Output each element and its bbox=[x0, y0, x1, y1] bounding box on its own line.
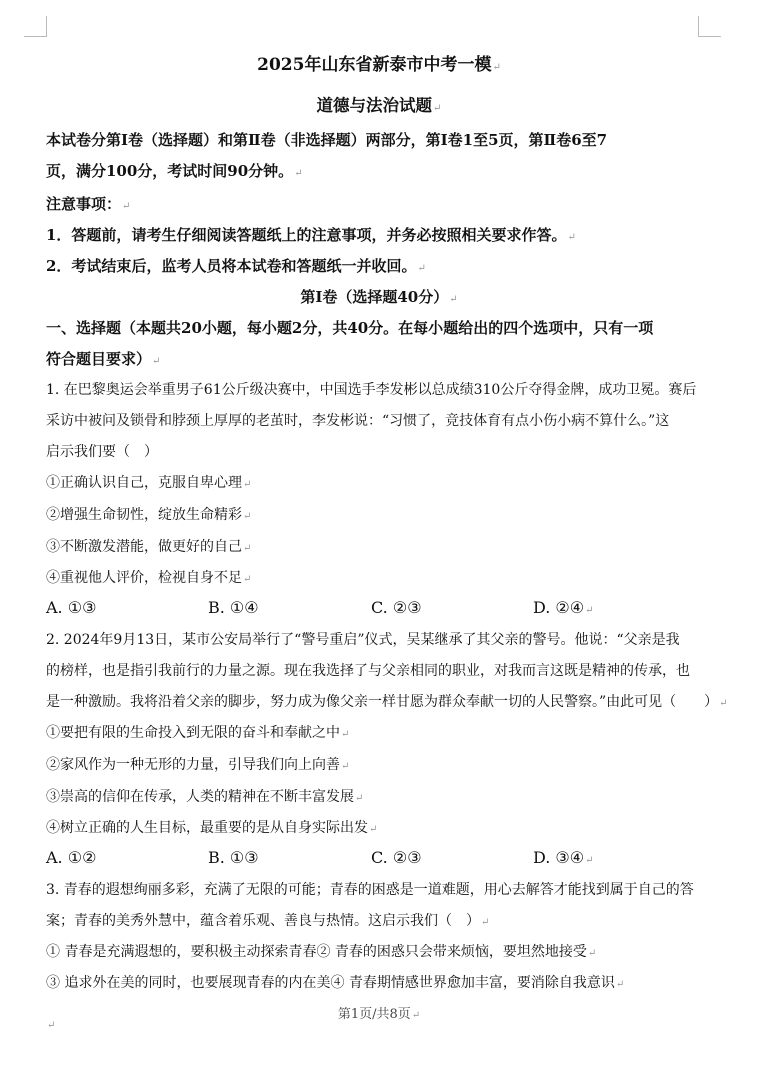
q2-stem-line-1: 2. 2024年9月13日，某市公安局举行了“警号重启”仪式，吴某继承了其父亲的警号。他说：“父亲是我 bbox=[46, 632, 680, 648]
crop-mark-top-left bbox=[24, 16, 47, 37]
part1-instruction-2: 符合题目要求）↵ bbox=[46, 350, 161, 368]
q1-item-4: ④重视他人评价，检视自身不足↵ bbox=[46, 570, 252, 586]
page-footer: 第1页/共8页↵ bbox=[337, 1007, 421, 1022]
q1-option-c: C. ②③ bbox=[371, 598, 422, 617]
q2-item-4: ④树立正确的人生目标，最重要的是从自身实际出发↵ bbox=[46, 820, 378, 836]
intro-line-2: 页，满分100分，考试时间90分钟。↵ bbox=[46, 162, 303, 180]
q2-option-c: C. ②③ bbox=[371, 848, 422, 867]
notice-item-1: 1．答题前，请考生仔细阅读答题纸上的注意事项，并务必按照相关要求作答。↵ bbox=[46, 226, 576, 244]
q1-stem-line-1: 1. 在巴黎奥运会举重男子61公斤级决赛中，中国选手李发彬以总成绩310公斤夺得金牌，成功卫冕。赛后 bbox=[46, 382, 697, 398]
q3-item-line-2: ③ 追求外在美的同时，也要展现青春的内在美④ 青春期情感世界愈加丰富，要消除自我意识↵ bbox=[46, 975, 625, 991]
crop-mark-top-right bbox=[698, 16, 721, 37]
paragraph-mark: ↵ bbox=[47, 1020, 56, 1031]
q1-item-1: ①正确认识自己，克服自卑心理↵ bbox=[46, 475, 252, 491]
q2-item-3: ③崇高的信仰在传承，人类的精神在不断丰富发展↵ bbox=[46, 789, 364, 805]
part1-heading: 第Ⅰ卷（选择题40分）↵ bbox=[300, 288, 458, 306]
q1-option-b: B. ①④ bbox=[208, 598, 259, 617]
q1-option-a: A. ①③ bbox=[46, 598, 97, 617]
q3-stem-line-2: 案；青春的美秀外慧中，蕴含着乐观、善良与热情。这启示我们（ ）↵ bbox=[46, 913, 490, 929]
q2-option-a: A. ①② bbox=[46, 848, 97, 867]
q1-item-3: ③不断激发潜能，做更好的自己↵ bbox=[46, 539, 252, 555]
q1-stem-line-2: 采访中被问及锁骨和脖颈上厚厚的老茧时，李发彬说：“习惯了，竞技体育有点小伤小病不算什么。”这 bbox=[46, 413, 670, 429]
q1-option-d: D. ②④↵ bbox=[533, 598, 594, 617]
exam-subject: 道德与法治试题↵ bbox=[316, 96, 442, 115]
q1-item-2: ②增强生命韧性，绽放生命精彩↵ bbox=[46, 507, 252, 523]
q3-stem-line-1: 3. 青春的遐想绚丽多彩，充满了无限的可能；青春的困惑是一道难题，用心去解答才能找到属于自己的答 bbox=[46, 882, 694, 898]
q2-item-1: ①要把有限的生命投入到无限的奋斗和奉献之中↵ bbox=[46, 725, 350, 741]
notice-heading: 注意事项：↵ bbox=[46, 195, 131, 213]
q2-item-2: ②家风作为一种无形的力量，引导我们向上向善↵ bbox=[46, 757, 350, 773]
q3-item-line-1: ① 青春是充满遐想的，要积极主动探索青春② 青春的困惑只会带来烦恼，要坦然地接受↵ bbox=[46, 944, 597, 960]
intro-line-1: 本试卷分第Ⅰ卷（选择题）和第Ⅱ卷（非选择题）两部分，第Ⅰ卷1至5页，第Ⅱ卷6至7 bbox=[46, 131, 608, 149]
q2-stem-line-3: 是一种激励。我将沿着父亲的脚步，努力成为像父亲一样甘愿为群众奉献一切的人民警察。”由此可见（ ）↵ bbox=[46, 694, 728, 710]
exam-title: 2025年山东省新泰市中考一模↵ bbox=[257, 55, 501, 75]
q2-option-d: D. ③④↵ bbox=[533, 848, 594, 867]
q2-stem-line-2: 的榜样，也是指引我前行的力量之源。现在我选择了与父亲相同的职业，对我而言这既是精神的传承，也 bbox=[46, 663, 690, 679]
q2-option-b: B. ①③ bbox=[208, 848, 259, 867]
part1-instruction-1: 一、选择题（本题共20小题，每小题2分，共40分。在每小题给出的四个选项中，只有一项 bbox=[46, 319, 654, 337]
notice-item-2: 2．考试结束后，监考人员将本试卷和答题纸一并收回。↵ bbox=[46, 257, 426, 275]
q1-stem-line-3: 启示我们要（ ） bbox=[46, 444, 158, 460]
